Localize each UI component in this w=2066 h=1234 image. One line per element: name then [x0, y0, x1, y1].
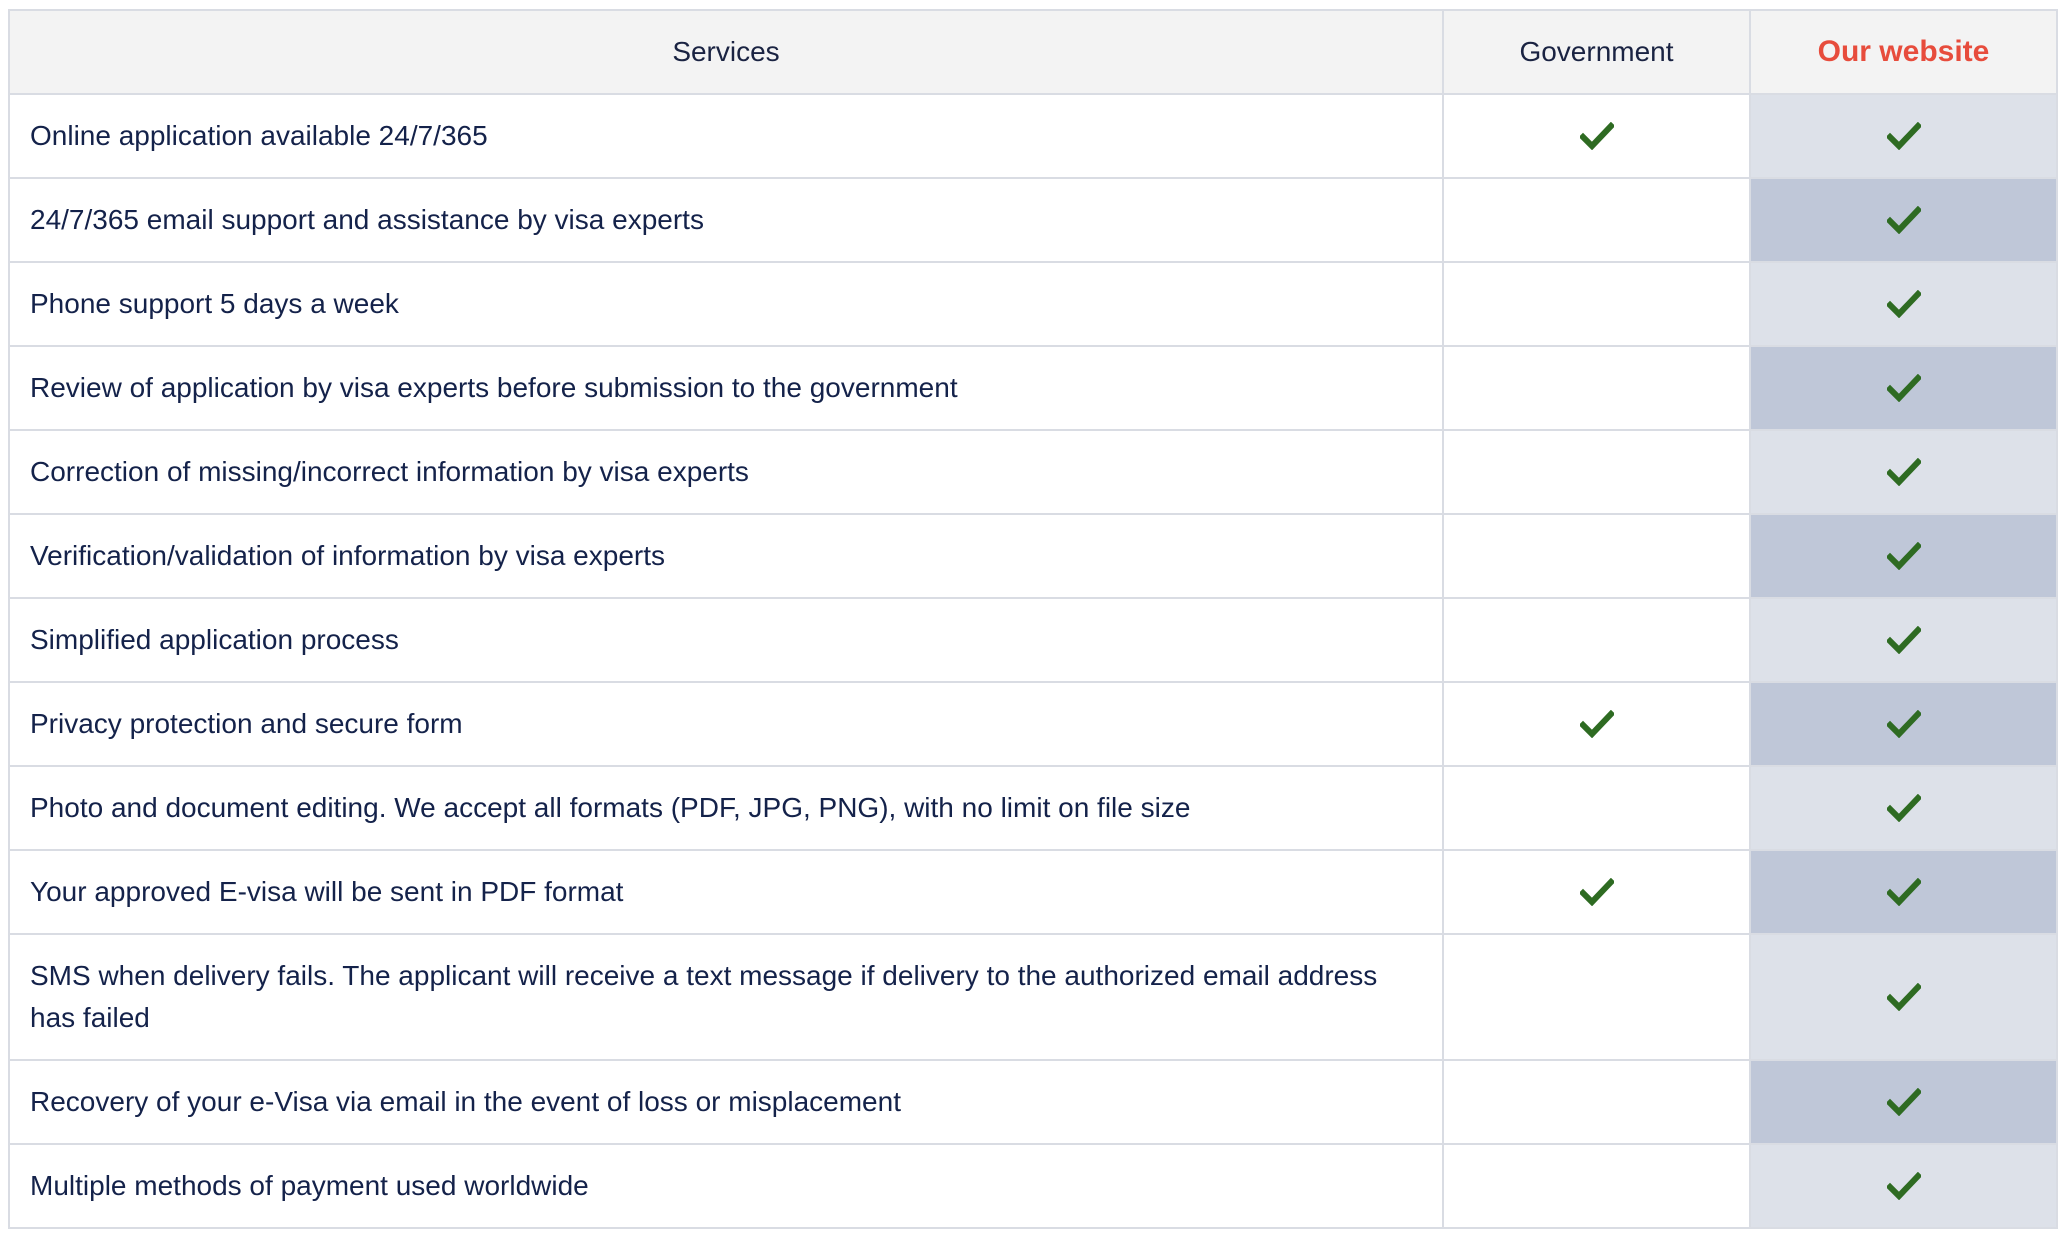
service-name-cell: Your approved E-visa will be sent in PDF format	[9, 850, 1443, 934]
our-website-cell	[1750, 598, 2057, 682]
our-website-cell	[1750, 346, 2057, 430]
government-cell	[1443, 934, 1750, 1060]
government-column-header: Government	[1443, 10, 1750, 94]
service-name-cell: 24/7/365 email support and assistance by visa experts	[9, 178, 1443, 262]
our-website-cell	[1750, 1060, 2057, 1144]
checkmark-icon	[1887, 710, 1921, 738]
government-cell	[1443, 766, 1750, 850]
comparison-table-container	[8, 9, 2056, 1229]
checkmark-icon	[1887, 794, 1921, 822]
services-column-header: Services	[9, 10, 1443, 94]
our-website-cell	[1750, 850, 2057, 934]
checkmark-icon	[1580, 710, 1614, 738]
table-row	[9, 934, 2057, 1060]
service-name-cell: Simplified application process	[9, 598, 1443, 682]
government-cell	[1443, 682, 1750, 766]
government-cell	[1443, 262, 1750, 346]
table-row	[9, 850, 2057, 934]
checkmark-icon	[1887, 122, 1921, 150]
checkmark-icon	[1887, 1172, 1921, 1200]
table-row	[9, 262, 2057, 346]
checkmark-icon	[1887, 878, 1921, 906]
table-header-row	[9, 10, 2057, 94]
checkmark-icon	[1887, 983, 1921, 1011]
service-name-cell: Verification/validation of information by visa experts	[9, 514, 1443, 598]
table-row	[9, 1060, 2057, 1144]
our-website-cell	[1750, 934, 2057, 1060]
table-body	[9, 94, 2057, 1228]
services-comparison-table	[8, 9, 2058, 1229]
service-name-cell: Photo and document editing. We accept all formats (PDF, JPG, PNG), with no limit on file size	[9, 766, 1443, 850]
table-row	[9, 682, 2057, 766]
service-name-cell: Review of application by visa experts before submission to the government	[9, 346, 1443, 430]
table-row	[9, 346, 2057, 430]
government-cell	[1443, 178, 1750, 262]
government-cell	[1443, 346, 1750, 430]
our-website-cell	[1750, 514, 2057, 598]
our-website-cell	[1750, 94, 2057, 178]
checkmark-icon	[1887, 1088, 1921, 1116]
our-website-cell	[1750, 766, 2057, 850]
service-name-cell: Privacy protection and secure form	[9, 682, 1443, 766]
checkmark-icon	[1887, 374, 1921, 402]
table-row	[9, 514, 2057, 598]
government-cell	[1443, 514, 1750, 598]
checkmark-icon	[1887, 290, 1921, 318]
our-website-cell	[1750, 1144, 2057, 1228]
our-website-column-header: Our website	[1750, 10, 2057, 94]
table-row	[9, 94, 2057, 178]
service-name-cell: Online application available 24/7/365	[9, 94, 1443, 178]
checkmark-icon	[1580, 878, 1614, 906]
government-cell	[1443, 430, 1750, 514]
government-cell	[1443, 850, 1750, 934]
table-row	[9, 1144, 2057, 1228]
our-website-cell	[1750, 430, 2057, 514]
government-cell	[1443, 598, 1750, 682]
table-row	[9, 178, 2057, 262]
checkmark-icon	[1887, 626, 1921, 654]
government-cell	[1443, 1144, 1750, 1228]
service-name-cell: Recovery of your e-Visa via email in the event of loss or misplacement	[9, 1060, 1443, 1144]
table-row	[9, 766, 2057, 850]
government-cell	[1443, 1060, 1750, 1144]
service-name-cell: Multiple methods of payment used worldwide	[9, 1144, 1443, 1228]
checkmark-icon	[1887, 542, 1921, 570]
checkmark-icon	[1887, 206, 1921, 234]
service-name-cell: Phone support 5 days a week	[9, 262, 1443, 346]
our-website-cell	[1750, 682, 2057, 766]
service-name-cell: Correction of missing/incorrect information by visa experts	[9, 430, 1443, 514]
checkmark-icon	[1580, 122, 1614, 150]
table-row	[9, 430, 2057, 514]
government-cell	[1443, 94, 1750, 178]
our-website-cell	[1750, 262, 2057, 346]
our-website-cell	[1750, 178, 2057, 262]
checkmark-icon	[1887, 458, 1921, 486]
service-name-cell: SMS when delivery fails. The applicant will receive a text message if delivery to the authorized email address has failed	[9, 934, 1443, 1060]
table-row	[9, 598, 2057, 682]
